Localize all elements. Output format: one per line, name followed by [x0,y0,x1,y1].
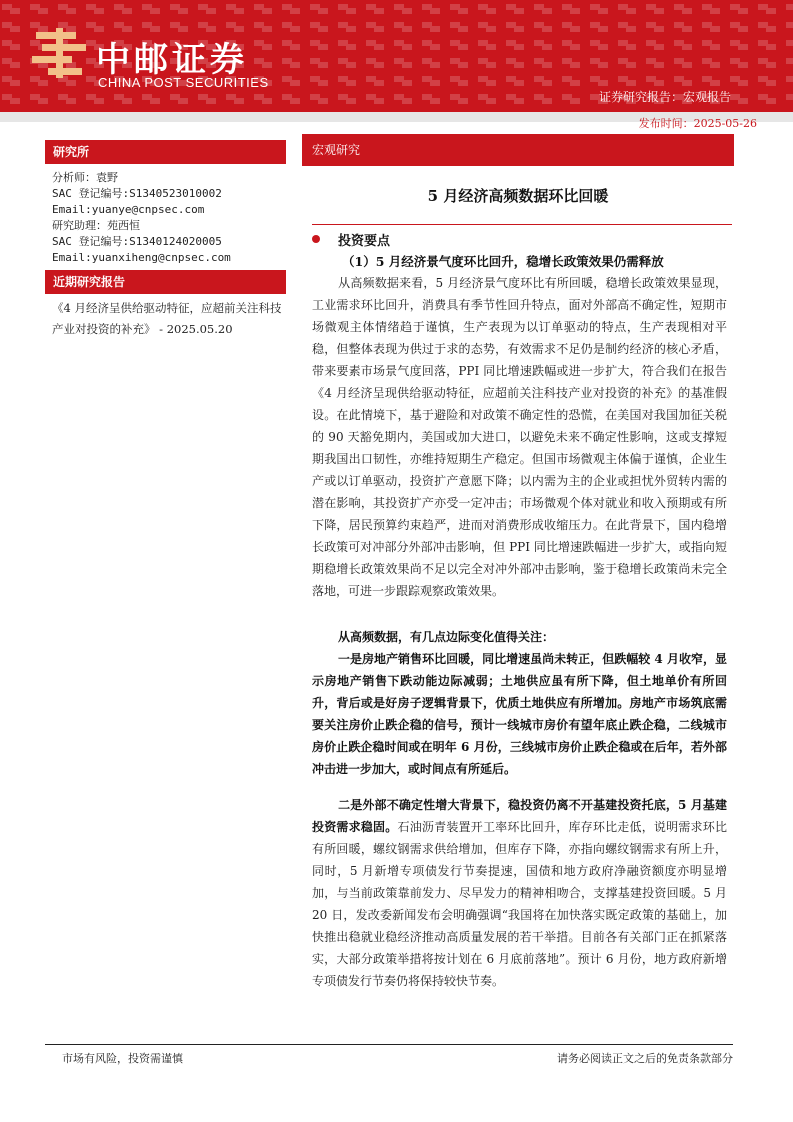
assistant-name: 研究助理：苑西恒 [52,219,140,232]
paragraph-1-text: 从高频数据来看，5 月经济景气度环比有所回暖，稳增长政策效果显现，工业需求环比回升，消费具有季节性回升特点，面对外部高不确定性，短期市场微观主体情绪趋于谨慎，生产表现为以订单驱动的特点，生产表现相对平稳，但整体表现为供过于求的态势，有效需求不足仍是制约经济的核心矛盾，带来要素市场景气度回落，PPI 同比增速跌幅或进一步扩大，符合我们在报告《4 月经济呈现供给驱动特征，应超前关注科技产业对投资的补充》的基准假设。在此情境下，基于避险和对政策不确定性的恐慌，在美国对我国加征关税的 90 天豁免期内，美国或加大进口，以避免未来不确定性影响，这或支撑短期我国出口韧性，亦维持短期生产稳定。但国市场微观主体偏于谨慎，企业生产或以订单驱动，投资扩产意愿下降；以内需为主的企业或担忧外贸转内需的潜在影响，其投资扩产亦受一定冲击；市场微观个体对就业和收入预期或有所下降，居民预算约束趋严，进而对消费形成收缩压力。在此背景下，国内稳增长政策可对冲部分外部冲击影响，但 PPI 同比增速跌幅进一步扩大，或指向短期稳增长政策效果尚不足以完全对冲外部冲击影响，鉴于稳增长政策尚未完全落地，可进一步跟踪观察政策效果。 [312,276,727,598]
paragraph-4-text: 石油沥青装置开工率环比回升，库存环比走低，说明需求环比有所回暖，螺纹钢需求供给增加，但库存下降，亦指向螺纹钢需求有所上升，同时，5 月新增专项债发行节奏提速，国债和地方政府净融资额度亦明显增加，与当前政策靠前发力、尽早发力的精神相吻合，支撑基建投资回暖。5 月 20 日，发改委新闻发布会明确强调“我国将在加快落实既定政策的基础上，加快推出稳就业稳经济推动高质量发展的若干举措。目前各有关部门正在抓紧落实，大部分政策举措将按计划在 6 月底前落地”。预计 6 月份，地方政府新增专项债发行节奏仍将保持较快节奏。 [312,820,727,988]
paragraph-3-text: 一是房地产销售环比回暖，同比增速虽尚未转正，但跌幅较 4 月收窄，显示房地产销售下跌动能边际减弱；土地供应虽有所下降，但土地单价有所回升，背后或是好房子逻辑背景下，优质土地供应有所增加。房地产市场筑底需要关注房价止跌企稳的信号，预计一线城市房价有望年底止跌企稳，二线城市房价止跌企稳时间或在明年 6 月份，三线城市房价止跌企稳或在后年，若外部冲击进一步加大，或时间点有所延后。 [312,652,727,776]
assistant-email[interactable]: Email:yuanxiheng@cnpsec.com [52,251,231,264]
institute-header: 研究所 [45,140,286,164]
paragraph-2-text: 从高频数据，有几点边际变化值得关注： [338,630,555,644]
paragraph-3 [312,648,727,780]
paragraph-4 [312,794,727,992]
bullet-heading: 投资要点 [338,234,391,249]
paragraph-2 [312,626,727,648]
analyst-name: 分析师：袁野 [52,171,118,184]
analyst-sac: SAC 登记编号:S1340523010002 [52,187,222,200]
paragraph-1 [312,272,727,602]
sub-heading: （1）5 月经济景气度环比回升，稳增长政策效果仍需释放 [342,254,664,269]
analyst-email[interactable]: Email:yuanye@cnpsec.com [52,203,205,216]
title-divider [312,224,732,225]
footer-divider [45,1044,733,1045]
disclaimer-note: 请务必阅读正文之后的免责条款部分 [557,1052,733,1065]
china-post-logo-icon [28,22,90,84]
bullet-icon [312,235,320,243]
recent-reports-header: 近期研究报告 [45,270,286,294]
company-name-en: CHINA POST SECURITIES [98,75,269,90]
publish-date: 发布时间：2025-05-26 [638,117,757,130]
risk-disclaimer: 市场有风险，投资需谨慎 [62,1052,183,1065]
section-bar: 宏观研究 [302,134,734,166]
company-name-cn: 中邮证券 [96,40,248,80]
recent-report-link[interactable]: 《4 月经济呈供给驱动特征，应超前关注科技产业对投资的补充》 - 2025.05.20 [52,301,282,336]
assistant-sac: SAC 登记编号:S1340124020005 [52,235,222,248]
report-type: 证券研究报告：宏观报告 [598,90,731,104]
document-title: 5 月经济高频数据环比回暖 [427,187,609,205]
paragraph-4-bold: 二是外部不确定性增大背景下，稳投资仍离不开基建投资托底，5 月基建投资需求稳固。 [312,798,727,834]
header-banner [0,0,793,112]
